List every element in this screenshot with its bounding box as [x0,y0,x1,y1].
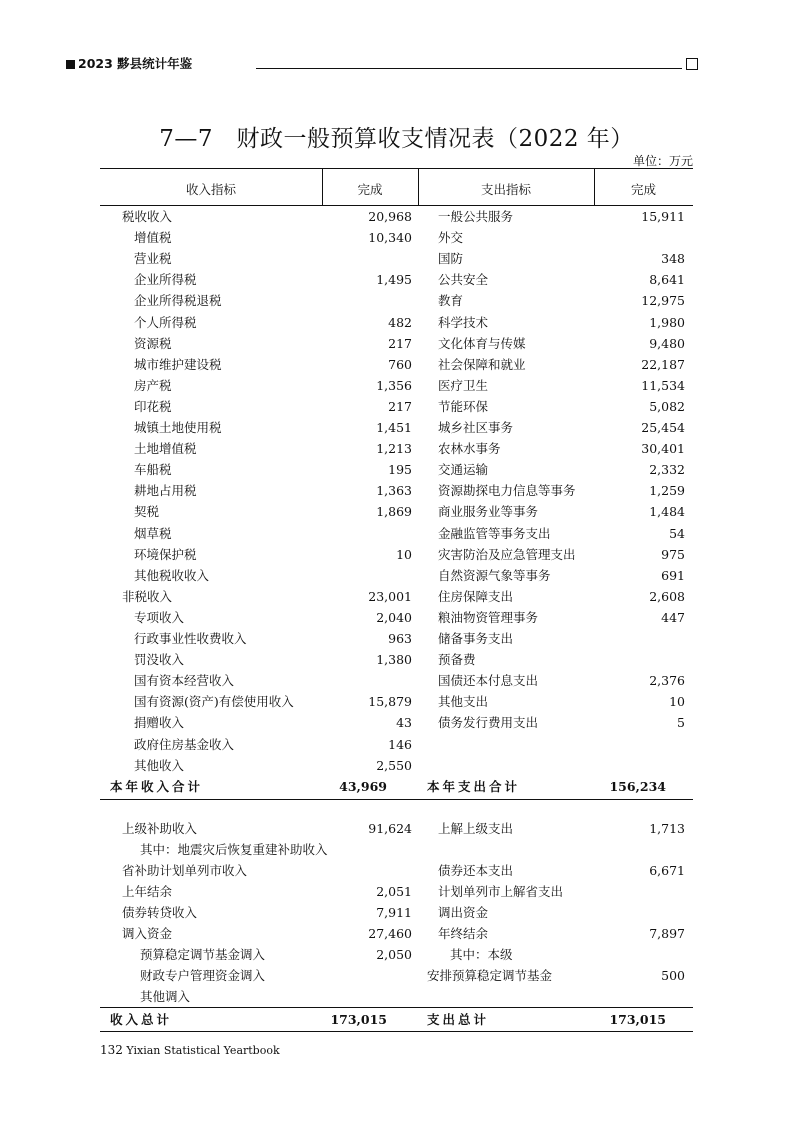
total-all-income-value: 173,015 [330,1012,387,1027]
income-item-label: 债券转贷收入 [122,905,198,920]
table-row [100,860,693,881]
table-row [100,227,693,248]
table-row [100,206,693,227]
income-item-value: 20,968 [368,209,412,224]
expense-item-label: 国防 [438,251,464,267]
total-year-rule [100,799,693,800]
income-item-label: 个人所得税 [134,314,197,330]
expense-item-label: 其他支出 [438,694,489,710]
total-year-row [100,776,693,797]
expense-item-label: 预备费 [438,652,476,668]
income-item-label: 城镇土地使用税 [134,420,222,435]
income-item-label: 企业所得税 [134,272,197,288]
income-item-label: 企业所得税退税 [134,293,222,309]
table-top-rule [100,168,693,169]
income-item-label: 捐赠收入 [134,715,185,731]
col-header-income-indicator: 收入指标 [185,182,236,197]
expense-item-label: 上解上级支出 [438,821,514,836]
expense-item-value: 7,897 [649,926,685,941]
table-row [100,881,693,902]
table-row [100,269,693,290]
total-all-top-rule [100,1007,693,1008]
table-row [100,290,693,311]
income-item-label: 省补助计划单列市收入 [122,863,248,878]
income-item-label: 城市维护建设税 [134,356,222,372]
expense-item-label: 储备事务支出 [438,631,514,646]
expense-item-value: 1,713 [649,821,685,836]
expense-item-label: 农林水事务 [438,441,501,457]
income-item-value: 1,869 [376,504,412,520]
total-all-row [100,1009,693,1030]
expense-item-value: 11,534 [641,377,685,393]
expense-item-value: 22,187 [641,356,685,372]
table-row [100,691,693,712]
table-row [100,755,693,776]
table-row [100,586,693,607]
income-item-label: 政府住房基金收入 [134,736,235,752]
income-item-label: 其他税收收入 [134,567,210,583]
table-row [100,501,693,522]
expense-item-value: 6,671 [649,863,685,878]
expense-item-label: 资源勘探电力信息等事务 [438,483,576,499]
income-item-value: 2,040 [376,609,412,625]
table-row [100,523,693,544]
expense-item-value: 30,401 [641,441,685,457]
income-item-label: 专项收入 [134,609,185,625]
col-header-expense-done: 完成 [630,182,656,197]
expense-item-value: 15,911 [641,209,685,224]
income-item-value: 23,001 [368,588,412,604]
expense-item-label: 国债还本付息支出 [438,673,539,689]
expense-item-label: 社会保障和就业 [438,356,526,372]
expense-item-label: 计划单列市上解省支出 [438,884,564,899]
income-item-value: 10 [396,546,412,562]
total-all-expense-value: 173,015 [609,1012,666,1027]
expense-item-label: 债券还本支出 [438,863,514,878]
expense-item-label: 节能环保 [438,398,489,414]
expense-item-value: 500 [661,968,685,983]
square-bullet-icon [66,60,75,69]
expense-item-value: 12,975 [641,293,685,309]
yearbook-title: 2023 黟县统计年鉴 [78,56,193,71]
income-item-value: 15,879 [368,694,412,710]
income-item-label: 上年结余 [122,884,173,899]
income-item-value: 1,213 [376,441,412,457]
expense-item-label: 公共安全 [438,272,489,288]
table-row [100,818,693,839]
total-year-expense-label: 本年支出合计 [427,779,521,794]
total-year-expense-value: 156,234 [609,779,666,794]
income-item-label: 财政专户管理资金调入 [140,968,266,983]
expense-item-value: 9,480 [649,335,685,351]
expense-item-label: 一般公共服务 [438,209,514,224]
income-item-label: 环境保护税 [134,546,197,562]
income-item-value: 2,050 [376,947,412,962]
expense-item-label: 自然资源气象等事务 [438,567,551,583]
expense-item-label: 其中：本级 [450,947,513,962]
income-item-value: 2,051 [376,884,412,899]
total-all-income-label: 收入总计 [110,1012,173,1027]
expense-item-value: 1,484 [649,504,685,520]
expense-item-value: 2,608 [649,588,685,604]
table-row [100,354,693,375]
income-item-value: 195 [388,462,412,478]
income-item-value: 146 [388,736,412,752]
table-row [100,902,693,923]
income-item-label: 营业税 [134,251,172,267]
income-item-value: 10,340 [368,230,412,246]
table-bottom-rule [100,1031,693,1032]
income-item-value: 482 [388,314,412,330]
income-item-value: 1,356 [376,377,412,393]
table-row [100,839,693,860]
table-row [100,607,693,628]
expense-item-label: 科学技术 [438,314,489,330]
total-year-income-value: 43,969 [339,779,387,794]
income-item-label: 上级补助收入 [122,821,198,836]
expense-item-value: 5 [677,715,685,731]
expense-item-value: 54 [669,525,685,541]
expense-item-label: 粮油物资管理事务 [438,609,539,625]
expense-item-label: 住房保障支出 [438,588,514,604]
income-item-label: 耕地占用税 [134,483,197,499]
income-item-label: 国有资本经营收入 [134,673,235,689]
expense-item-value: 2,332 [649,462,685,478]
running-header [66,56,700,74]
income-item-value: 2,550 [376,757,412,773]
expense-item-value: 25,454 [641,420,685,435]
table-row [100,333,693,354]
expense-item-value: 447 [661,609,685,625]
table-row [100,396,693,417]
table-row [100,438,693,459]
table-row [100,923,693,944]
footer-english-title: Yixian Statistical Yeartbook [126,1044,280,1057]
table-row [100,459,693,480]
expense-item-label: 商业服务业等事务 [438,504,539,520]
expense-item-value: 10 [669,694,685,710]
income-item-label: 资源税 [134,335,172,351]
expense-item-label: 医疗卫生 [438,377,489,393]
col-header-expense-indicator: 支出指标 [480,182,531,197]
income-item-value: 91,624 [368,821,412,836]
income-item-value: 217 [388,335,412,351]
expense-item-value: 691 [661,567,685,583]
expense-item-label: 金融监管等事务支出 [438,525,551,541]
table-row [100,965,693,986]
expense-item-label: 调出资金 [438,905,489,920]
income-item-label: 国有资源(资产)有偿使用收入 [134,694,294,710]
income-item-value: 963 [388,631,412,646]
income-item-label: 预算稳定调节基金调入 [140,947,266,962]
income-item-label: 非税收入 [122,588,173,604]
income-item-label: 税收收入 [122,209,173,224]
income-item-label: 罚没收入 [134,652,185,668]
total-year-income-label: 本年收入合计 [110,779,204,794]
table-row [100,986,693,1007]
table-row [100,670,693,691]
income-item-label: 其他调入 [140,989,191,1004]
income-item-label: 行政事业性收费收入 [134,631,247,646]
expense-item-value: 5,082 [649,398,685,414]
income-item-value: 27,460 [368,926,412,941]
expense-item-value: 8,641 [649,272,685,288]
income-item-value: 760 [388,356,412,372]
expense-item-value: 1,980 [649,314,685,330]
table-row [100,248,693,269]
income-item-label: 调入资金 [122,926,173,941]
expense-item-label: 安排预算稳定调节基金 [427,968,553,983]
table-row [100,565,693,586]
expense-item-value: 1,259 [649,483,685,499]
expense-item-label: 交通运输 [438,462,489,478]
income-item-label: 其他收入 [134,757,185,773]
header-rule [256,68,682,69]
expense-item-label: 债务发行费用支出 [438,715,539,731]
expense-item-value: 975 [661,546,685,562]
expense-item-label: 城乡社区事务 [438,420,514,435]
table-row [100,480,693,501]
income-item-label: 烟草税 [134,525,172,541]
income-item-value: 1,451 [376,420,412,435]
income-item-label: 土地增值税 [134,441,197,457]
table-row [100,734,693,755]
income-item-value: 1,495 [376,272,412,288]
expense-item-label: 文化体育与传媒 [438,335,526,351]
income-item-value: 7,911 [376,905,412,920]
income-item-label: 增值税 [134,230,172,246]
page-number: 132 [100,1043,123,1057]
unit-label: 单位：万元 [632,154,693,168]
income-item-value: 1,380 [376,652,412,668]
empty-box-icon [686,58,698,70]
income-item-label: 契税 [134,504,160,520]
page-footer [100,1043,280,1057]
income-item-label: 其中：地震灾后恢复重建补助收入 [140,842,328,857]
income-item-label: 车船税 [134,462,172,478]
expense-item-label: 教育 [438,293,464,309]
table-row [100,417,693,438]
income-item-label: 印花税 [134,398,172,414]
expense-item-value: 2,376 [649,673,685,689]
table-row [100,312,693,333]
col-header-income-done: 完成 [357,182,383,197]
income-item-value: 217 [388,398,412,414]
table-row [100,649,693,670]
expense-item-label: 年终结余 [438,926,489,941]
table-row [100,375,693,396]
total-all-expense-label: 支出总计 [427,1012,490,1027]
income-item-value: 1,363 [376,483,412,499]
table-row [100,712,693,733]
table-row [100,944,693,965]
expense-item-label: 灾害防治及应急管理支出 [438,546,576,562]
table-title: 7—7 财政一般预算收支情况表（2022 年） [159,126,634,152]
table-row [100,628,693,649]
expense-item-value: 348 [661,251,685,267]
table-row [100,544,693,565]
income-item-value: 43 [396,715,412,731]
expense-item-label: 外交 [438,230,464,246]
income-item-label: 房产税 [134,377,172,393]
